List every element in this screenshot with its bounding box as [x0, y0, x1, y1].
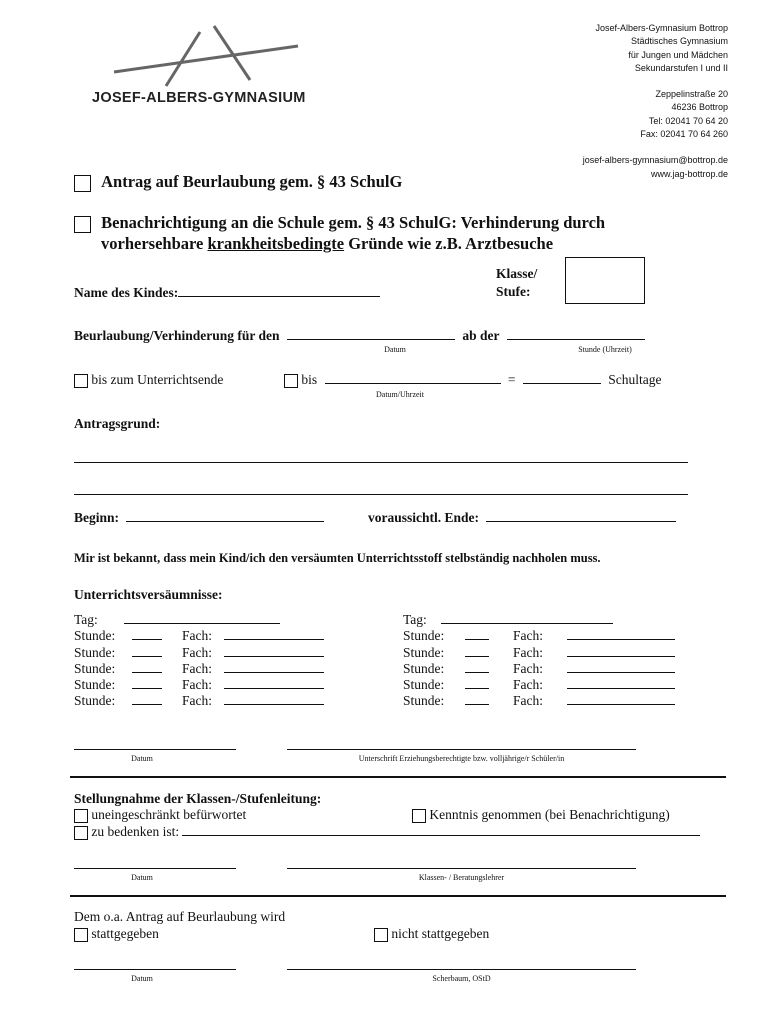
parent-signature-line[interactable]: [287, 749, 636, 750]
tag-row: [74, 612, 324, 628]
bis-ende-label: bis zum Unterrichtsende: [91, 372, 224, 387]
fach-field[interactable]: [224, 704, 324, 705]
stunde-caption: Stunde (Uhrzeit): [578, 345, 632, 354]
parent-date-line[interactable]: [74, 749, 236, 750]
school-logo-mark: [110, 22, 310, 92]
principal-signature-caption: Scherbaum, OStD: [432, 974, 491, 983]
datum-uhrzeit-caption: Datum/Uhrzeit: [376, 390, 424, 399]
address-email: josef-albers-gymnasium@bottrop.de: [582, 155, 728, 166]
schultage-label: Schultage: [608, 372, 662, 387]
benachrichtigung-label-post: Gründe wie z.B. Arztbesuche: [344, 234, 554, 253]
name-label: Name des Kindes:: [74, 285, 179, 300]
stunde-fach-row: [74, 693, 324, 709]
address-tel: Tel: 02041 70 64 20: [648, 115, 728, 126]
teacher-date-caption: Datum: [131, 873, 153, 882]
bedenken-checkbox[interactable]: [74, 826, 88, 840]
versaeumnis-column-left: [74, 612, 324, 710]
stellungnahme-title: Stellungnahme der Klassen-/Stufenleitung:: [74, 791, 322, 806]
address-line: Josef-Albers-Gymnasium Bottrop: [595, 23, 728, 33]
stunde-label: Stunde:: [74, 660, 116, 676]
benachrichtigung-label-underlined: krankheitsbedingte: [207, 234, 345, 253]
bis-ende-checkbox[interactable]: [74, 374, 88, 388]
notice-text: Mir ist bekannt, dass mein Kind/ich den versäumten Unterrichtsstoff stelbständig nachholen muss.: [74, 551, 601, 565]
stunde-label: Stunde:: [403, 628, 445, 644]
parent-date-caption: Datum: [131, 754, 153, 763]
antragsgrund-line-2[interactable]: [74, 494, 688, 495]
stunde-fach-row: [403, 628, 675, 644]
bis-unterrichtsende-option[interactable]: [74, 372, 223, 388]
teacher-signature-line[interactable]: [287, 868, 636, 869]
ab-der-field[interactable]: [507, 339, 645, 340]
beurlaubung-date-field[interactable]: [287, 339, 455, 340]
teacher-signature-caption: Klassen- / Beratungslehrer: [418, 873, 505, 882]
stunde-label: Stunde:: [403, 693, 445, 709]
address-street: Zeppelinstraße 20: [655, 89, 728, 100]
klasse-box[interactable]: [565, 257, 645, 304]
datum-caption: Datum: [384, 345, 406, 354]
beginn-label: Beginn:: [74, 510, 120, 525]
stunde-label: Stunde:: [403, 660, 445, 676]
address-fax: Fax: 02041 70 64 260: [640, 129, 728, 140]
school-wordmark: JOSEF-ALBERS-GYMNASIUM: [92, 90, 306, 106]
fach-field[interactable]: [224, 656, 324, 657]
fach-label: Fach:: [513, 628, 543, 644]
versaeumnis-column-right: [403, 612, 675, 710]
stunde-field[interactable]: [132, 656, 162, 657]
klasse-label-line2: Stufe:: [496, 284, 531, 299]
stattgegeben-checkbox[interactable]: [74, 928, 88, 942]
antrag-checkbox[interactable]: [74, 175, 91, 192]
stunde-label: Stunde:: [74, 644, 116, 660]
fach-field[interactable]: [567, 656, 675, 657]
bedenken-option[interactable]: [74, 824, 700, 840]
address-line: Sekundarstufen I und II: [634, 62, 728, 73]
principal-signature-line[interactable]: [287, 969, 636, 970]
tag-label: Tag:: [74, 612, 98, 627]
stunde-label: Stunde:: [74, 628, 116, 644]
fach-field[interactable]: [567, 704, 675, 705]
klasse-label: [496, 265, 537, 301]
fach-label: Fach:: [182, 644, 212, 660]
parent-signature-caption: Unterschrift Erziehungsberechtigte bzw. volljährige/r Schüler/in: [358, 754, 565, 763]
section-divider: [70, 895, 726, 897]
bis-checkbox[interactable]: [284, 374, 298, 388]
section-divider: [70, 776, 726, 778]
stunde-fach-row: [403, 677, 675, 693]
befuerwortet-option[interactable]: [74, 807, 246, 823]
stunde-fach-row: [74, 645, 324, 661]
stunde-label: Stunde:: [74, 677, 116, 693]
fach-label: Fach:: [513, 693, 543, 709]
beginn-field[interactable]: [126, 521, 324, 522]
nicht-stattgegeben-checkbox[interactable]: [374, 928, 388, 942]
benachrichtigung-checkbox[interactable]: [74, 216, 91, 233]
bedenken-label: zu bedenken ist:: [91, 824, 180, 839]
stunde-fach-row: [74, 628, 324, 644]
schultage-field[interactable]: [523, 383, 601, 384]
stunde-field[interactable]: [465, 672, 489, 673]
stunde-field[interactable]: [465, 639, 489, 640]
stunde-fach-row: [74, 661, 324, 677]
address-line: Städtisches Gymnasium: [630, 36, 728, 47]
befuerwortet-label: uneingeschränkt befürwortet: [91, 807, 247, 822]
fach-label: Fach:: [182, 677, 212, 693]
bedenken-field[interactable]: [182, 835, 700, 836]
tag-row: [403, 612, 675, 628]
fach-label: Fach:: [513, 677, 543, 693]
ab-der-label: ab der: [462, 328, 500, 343]
fach-label: Fach:: [182, 693, 212, 709]
versaeumnisse-title: Unterrichtsversäumnisse:: [74, 587, 223, 602]
option-antrag[interactable]: [74, 172, 402, 192]
kenntnis-checkbox[interactable]: [412, 809, 426, 823]
fach-label: Fach:: [513, 660, 543, 676]
kenntnis-option[interactable]: [412, 807, 670, 823]
address-block: [468, 22, 728, 181]
stunde-field[interactable]: [132, 672, 162, 673]
benachrichtigung-label-pre: vorhersehbare: [101, 234, 208, 253]
fach-field[interactable]: [567, 672, 675, 673]
nicht-stattgegeben-option[interactable]: [374, 926, 489, 942]
fach-field[interactable]: [567, 639, 675, 640]
principal-date-line[interactable]: [74, 969, 236, 970]
klasse-label-line1: Klasse/: [496, 266, 538, 281]
address-line: für Jungen und Mädchen: [628, 49, 728, 60]
nicht-stattgegeben-label: nicht stattgegeben: [391, 926, 490, 941]
fach-field[interactable]: [224, 688, 324, 689]
antrag-label: Antrag auf Beurlaubung gem. § 43 SchulG: [101, 172, 403, 191]
stunde-field[interactable]: [465, 704, 489, 705]
fach-label: Fach:: [182, 660, 212, 676]
address-web: www.jag-bottrop.de: [650, 168, 728, 179]
antragsgrund-label: Antragsgrund:: [74, 416, 161, 431]
equals-sign: =: [507, 372, 516, 387]
option-benachrichtigung[interactable]: [74, 212, 605, 254]
kenntnis-label: Kenntnis genommen (bei Benachrichtigung): [429, 807, 670, 822]
name-row: [74, 285, 380, 301]
decision-text: Dem o.a. Antrag auf Beurlaubung wird: [74, 909, 286, 924]
beginn-row: [74, 510, 324, 526]
stunde-field[interactable]: [465, 656, 489, 657]
address-city: 46236 Bottrop: [671, 102, 728, 113]
befuerwortet-checkbox[interactable]: [74, 809, 88, 823]
tag-label: Tag:: [403, 612, 427, 627]
tag-field[interactable]: [441, 623, 613, 624]
tag-field[interactable]: [124, 623, 280, 624]
stunde-fach-row: [74, 677, 324, 693]
stunde-field[interactable]: [132, 704, 162, 705]
stunde-label: Stunde:: [403, 677, 445, 693]
stunde-label: Stunde:: [403, 644, 445, 660]
ende-row: [368, 510, 676, 526]
bis-row: [284, 372, 662, 388]
stunde-field[interactable]: [132, 639, 162, 640]
stunde-fach-row: [403, 693, 675, 709]
stunde-label: Stunde:: [74, 693, 116, 709]
principal-date-caption: Datum: [131, 974, 153, 983]
antragsgrund-line-1[interactable]: [74, 462, 688, 463]
stunde-fach-row: [403, 645, 675, 661]
stattgegeben-option[interactable]: [74, 926, 159, 942]
stunde-field[interactable]: [132, 688, 162, 689]
stunde-field[interactable]: [465, 688, 489, 689]
ende-field[interactable]: [486, 521, 676, 522]
fach-field[interactable]: [567, 688, 675, 689]
beurlaubung-row: [74, 328, 645, 344]
fach-label: Fach:: [513, 644, 543, 660]
ende-label: voraussichtl. Ende:: [368, 510, 480, 525]
bis-date-field[interactable]: [325, 383, 501, 384]
name-field[interactable]: [178, 296, 380, 297]
stattgegeben-label: stattgegeben: [91, 926, 159, 941]
bis-label: bis: [301, 372, 318, 387]
fach-field[interactable]: [224, 639, 324, 640]
teacher-date-line[interactable]: [74, 868, 236, 869]
benachrichtigung-label-line1: Benachrichtigung an die Schule gem. § 43 SchulG: Verhinderung durch: [101, 213, 606, 232]
fach-label: Fach:: [182, 628, 212, 644]
fach-field[interactable]: [224, 672, 324, 673]
stunde-fach-row: [403, 661, 675, 677]
beurlaubung-label: Beurlaubung/Verhinderung für den: [74, 328, 280, 343]
